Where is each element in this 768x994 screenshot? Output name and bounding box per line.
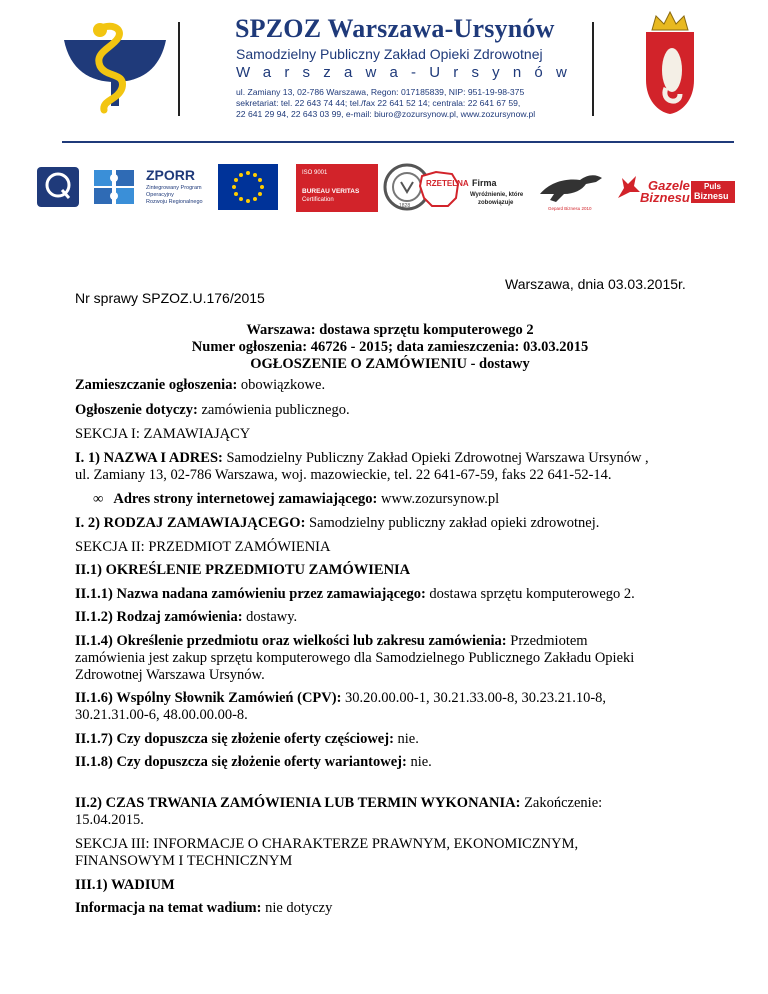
gazele-gazelle-shape xyxy=(614,172,642,202)
field-name-address-line2: ul. Zamiany 13, 02-786 Warszawa, woj. mazowieckie, tel. 22 641-67-59, faks 22 641-52-14. xyxy=(75,467,612,483)
zporr-desc-2: Operacyjny xyxy=(146,192,174,198)
snake-head-shape xyxy=(93,23,107,37)
notice-title-3: OGŁOSZENIE O ZAMÓWIENIU - dostawy xyxy=(250,356,530,372)
notice-title-2: Numer ogłoszenia: 46726 - 2015; data zamieszczenia: 03.03.2015 xyxy=(191,339,589,355)
zporr-desc-1: Zintegrowany Program xyxy=(146,185,202,191)
section-3-heading-2: FINANSOWYM I TECHNICZNYM xyxy=(75,853,293,869)
field-wadium: Informacja na temat wadium: nie dotyczy xyxy=(75,900,333,916)
bullet-icon: ∞ xyxy=(93,491,104,507)
gepard-logo xyxy=(536,164,606,206)
puls-label: Puls xyxy=(704,182,721,191)
case-number: Nr sprawy SPZOZ.U.176/2015 xyxy=(75,290,265,306)
header-divider-right xyxy=(592,22,594,116)
field-ii2: II.2) CZAS TRWANIA ZAMÓWIENIA LUB TERMIN WYKONANIA: Zakończenie: xyxy=(75,795,603,811)
quality-q-logo xyxy=(36,166,80,208)
section-3-heading-1: SEKCJA III: INFORMACJE O CHARAKTERZE PRAWNYM, EKONOMICZNYM, xyxy=(75,836,579,852)
certification-label: Certification xyxy=(302,197,334,203)
org-address-line-2: sekretariat: tel. 22 643 74 44; tel./fax 22 641 52 14; centrala: 22 641 67 59, xyxy=(236,98,521,108)
field-ii17: II.1.7) Czy dopuszcza się złożenie oferty częściowej: nie. xyxy=(75,731,419,747)
org-city: Warszawa-Ursynów xyxy=(236,64,580,81)
field-rodzaj-zamawiajacego: I. 2) RODZAJ ZAMAWIAJĄCEGO: Samodzielny publiczny zakład opieki zdrowotnej. xyxy=(75,515,600,531)
puls-biznesu-label: Biznesu xyxy=(694,191,729,201)
header-rule xyxy=(62,141,734,143)
field-ii16-line2: 30.21.31.00-6, 48.00.00.00-8. xyxy=(75,707,248,723)
zporr-desc-3: Rozwoju Regionalnego xyxy=(146,199,203,205)
warsaw-coat-of-arms xyxy=(640,10,700,116)
poland-map-shape xyxy=(418,168,462,210)
field-ii2-line2: 15.04.2015. xyxy=(75,812,144,828)
caduceus-logo xyxy=(60,18,170,114)
biznesu-label: Biznesu xyxy=(640,190,690,205)
section-2-heading: SEKCJA II: PRZEDMIOT ZAMÓWIENIA xyxy=(75,539,331,555)
org-address-line-3: 22 641 29 94, 22 643 03 99, e-mail: biuro@zozursynow.pl, www.zozursynow.pl xyxy=(236,109,536,119)
field-ii11: II.1.1) Nazwa nadana zamówieniu przez zamawiającego: dostawa sprzętu komputerowego 2. xyxy=(75,586,635,602)
field-ii12: II.1.2) Rodzaj zamówienia: dostawy. xyxy=(75,609,298,625)
bv-year: 1828 xyxy=(399,203,411,209)
document-date: Warszawa, dnia 03.03.2015r. xyxy=(505,276,686,292)
org-title: SPZOZ Warszawa-Ursynów xyxy=(235,14,555,43)
notice-title-1: Warszawa: dostawa sprzętu komputerowego 2 xyxy=(246,322,534,338)
bullet-www: ∞ Adres strony internetowej zamawiającego: www.zozursynow.pl xyxy=(93,491,500,507)
puzzle-logo xyxy=(92,166,138,208)
wyroznienie-2: zobowiązuje xyxy=(478,200,514,206)
field-zamieszczanie: Zamieszczanie ogłoszenia: obowiązkowe. xyxy=(75,377,326,393)
eu-flag xyxy=(218,164,278,210)
field-dotyczy: Ogłoszenie dotyczy: zamówienia publicznego. xyxy=(75,402,350,418)
field-ii16: II.1.6) Wspólny Słownik Zamówień (CPV): 30.20.00.00-1, 30.21.33.00-8, 30.23.21.10-8, xyxy=(75,690,607,706)
field-ii14: II.1.4) Określenie przedmiotu oraz wielkości lub zakresu zamówienia: Przedmiotem xyxy=(75,633,588,649)
org-address-line-1: ul. Zamiany 13, 02-786 Warszawa, Regon: 017185839, NIP: 951-19-98-375 xyxy=(236,87,525,97)
bureau-label: BUREAU VERITAS xyxy=(302,188,360,195)
wyroznienie-1: Wyróżnienie, które xyxy=(470,192,524,198)
subsection-iii1: III.1) WADIUM xyxy=(75,877,175,893)
section-1-heading: SEKCJA I: ZAMAWIAJĄCY xyxy=(75,426,251,442)
subsection-ii1: II.1) OKREŚLENIE PRZEDMIOTU ZAMÓWIENIA xyxy=(75,562,411,578)
gazele-label: Gazele xyxy=(648,178,690,193)
rzetelna-label: RZETELNA xyxy=(426,179,469,188)
field-ii14-line3: Zdrowotnej Warszawa Ursynów. xyxy=(75,667,265,683)
iso-label: ISO 9001 xyxy=(302,170,328,176)
firma-label: Firma xyxy=(472,178,497,188)
gepard-label: Gepard Biznesu 2010 xyxy=(548,206,592,211)
field-name-address: I. 1) NAZWA I ADRES: Samodzielny Publiczny Zakład Opieki Zdrowotnej Warszawa Ursynów , xyxy=(75,450,649,466)
org-subtitle: Samodzielny Publiczny Zakład Opieki Zdrowotnej xyxy=(236,46,543,62)
zporr-title: ZPORR xyxy=(146,167,195,183)
mermaid-shape xyxy=(662,48,682,92)
field-ii14-line2: zamówienia jest zakup sprzętu komputerowego dla Samodzielnego Publicznego Zakładu Opieki xyxy=(75,650,635,666)
field-ii18: II.1.8) Czy dopuszcza się złożenie oferty wariantowej: nie. xyxy=(75,754,432,770)
crown-shape xyxy=(652,12,688,30)
header-divider-left xyxy=(178,22,180,116)
